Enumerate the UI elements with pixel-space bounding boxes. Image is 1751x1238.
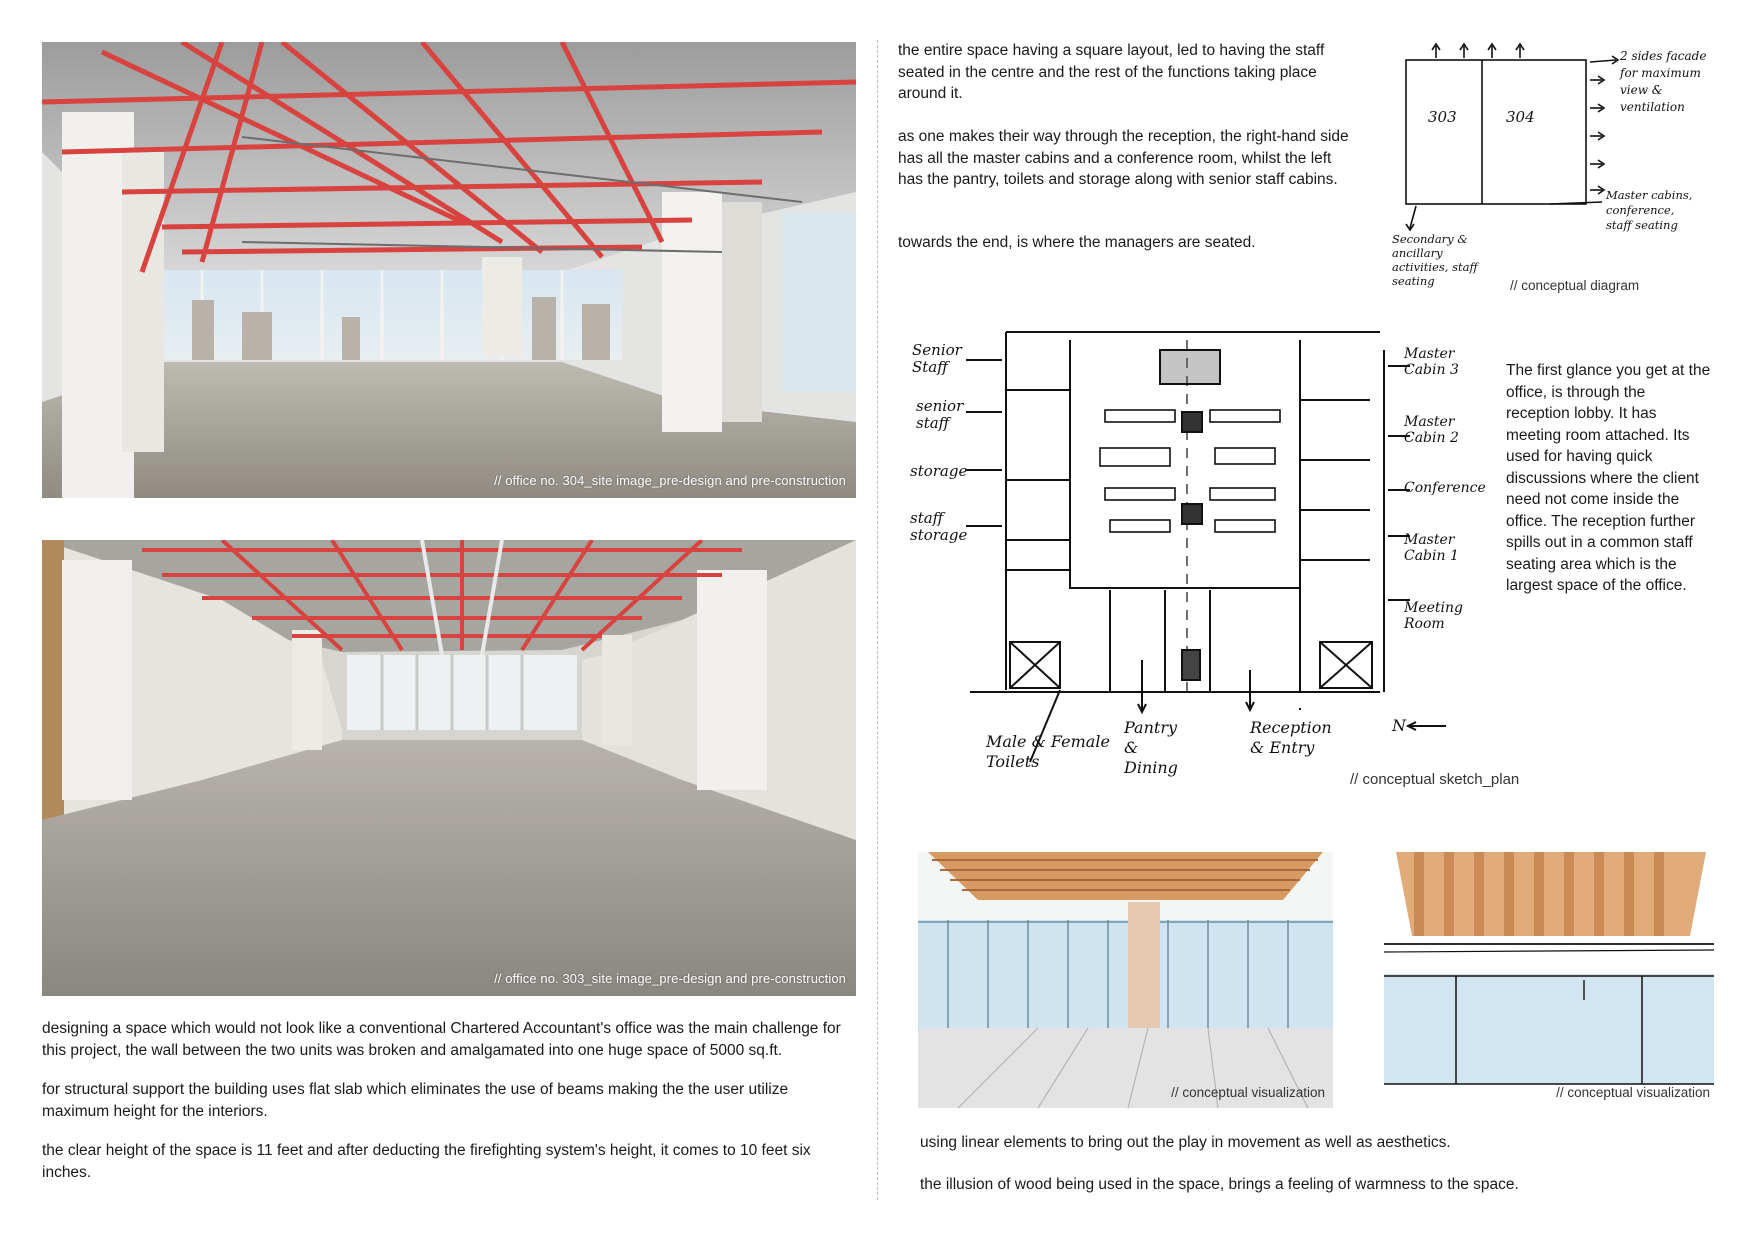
- plan-label-storage: storage: [910, 462, 968, 480]
- plan-label-reception: Reception & Entry: [1250, 718, 1332, 757]
- conceptual-sketch-plan: [910, 320, 1486, 800]
- diagram-facade-note: 2 sides facade for maximum view & ventilation: [1620, 49, 1707, 114]
- conceptual-diagram: [1380, 40, 1720, 290]
- diagram-unit-303: 303: [1428, 108, 1457, 126]
- right-bottom-paragraph-1: using linear elements to bring out the play in movement as well as aesthetics.: [920, 1134, 1451, 1151]
- plan-label-staff-storage: staff storage: [910, 509, 968, 544]
- lobby-paragraph: The first glance you get at the office, is through the reception lobby. It has meeting room attached. Its used for having quick discussions where the client need not come inside the office. The reception further spills out in a common staff seating area which is the largest space of the office.: [1506, 362, 1711, 594]
- right-bottom-paragraph-2: the illusion of wood being used in the space, brings a feeling of warmness to the space.: [920, 1176, 1519, 1193]
- photo-303-caption: // office no. 303_site image_pre-design and pre-construction: [494, 971, 846, 986]
- diagram-right-note: Master cabins, conference, staff seating: [1606, 188, 1693, 232]
- plan-label-master-cabin-3: Master Cabin 3: [1404, 346, 1459, 378]
- right-paragraph-1: the entire space having a square layout, led to having the staff seated in the centre and the rest of the functions taking place around it.: [898, 42, 1325, 102]
- conceptual-visualization-2: [1384, 852, 1714, 1108]
- photo-304-caption: // office no. 304_site image_pre-design and pre-construction: [494, 473, 846, 488]
- viz2-caption: // conceptual visualization: [1556, 1085, 1710, 1100]
- site-photo-303: [42, 540, 856, 996]
- site-photo-304: [42, 42, 856, 498]
- viz1-caption: // conceptual visualization: [1171, 1085, 1325, 1100]
- left-paragraph-3: the clear height of the space is 11 feet and after deducting the firefighting system's height, it comes to 10 feet six inches.: [42, 1142, 811, 1181]
- right-paragraph-2: as one makes their way through the reception, the right-hand side has all the master cabins and a conference room, whilst the left has the pantry, toilets and storage along with senior staff cabins.: [898, 128, 1349, 188]
- plan-label-toilets: Male & Female Toilets: [986, 732, 1110, 771]
- plan-label-senior-staff-1: Senior Staff: [912, 341, 962, 376]
- plan-caption: // conceptual sketch_plan: [1350, 771, 1520, 788]
- diagram-bottom-note: Secondary & ancillary activities, staff seating: [1392, 232, 1478, 288]
- diagram-unit-304: 304: [1506, 108, 1535, 126]
- plan-label-senior-staff-2: senior staff: [916, 397, 964, 432]
- plan-label-pantry: Pantry & Dining: [1124, 718, 1178, 777]
- plan-label-master-cabin-2: Master Cabin 2: [1404, 414, 1459, 446]
- plan-label-meeting-room: Meeting Room: [1404, 600, 1463, 632]
- left-paragraph-1: designing a space which would not look like a conventional Chartered Accountant's office was the main challenge for this project, the wall between the two units was broken and amalgamated into one huge space of 5000 sq.ft.: [42, 1020, 841, 1059]
- right-paragraph-3: towards the end, is where the managers are seated.: [898, 234, 1256, 251]
- diagram-caption: // conceptual diagram: [1510, 278, 1640, 293]
- column-divider: [877, 40, 878, 1200]
- left-paragraph-2: for structural support the building uses flat slab which eliminates the use of beams making the the user utilize maximum height for the interiors.: [42, 1081, 789, 1120]
- plan-north-label: N: [1392, 716, 1406, 735]
- conceptual-visualization-1: [918, 852, 1333, 1108]
- plan-label-conference: Conference: [1404, 480, 1486, 496]
- plan-label-master-cabin-1: Master Cabin 1: [1404, 532, 1459, 564]
